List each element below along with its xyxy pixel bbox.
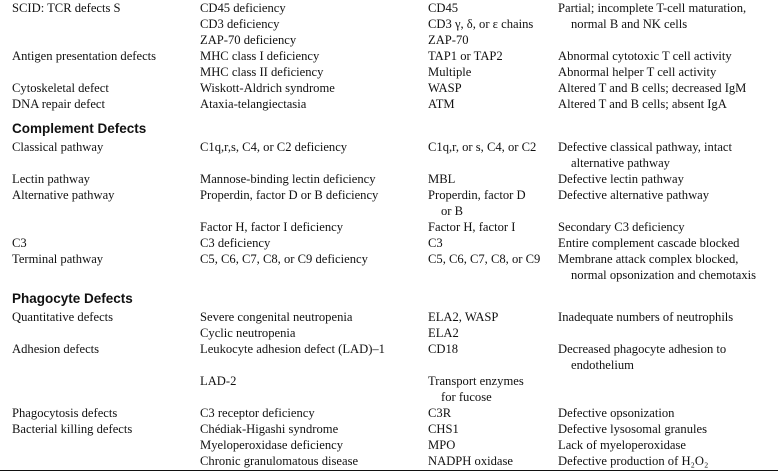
gene-defect-cell: CHS1 [428, 422, 459, 436]
category-cell: Classical pathway [12, 140, 104, 154]
consequence-cell: endothelium [571, 358, 634, 372]
disorder-cell: MHC class I deficiency [200, 49, 320, 63]
category-cell: Antigen presentation defects [12, 49, 157, 63]
consequence-cell: alternative pathway [571, 156, 670, 170]
gene-defect-cell: C5, C6, C7, C8, or C9 [428, 252, 541, 266]
gene-defect-cell: TAP1 or TAP2 [428, 49, 503, 63]
gene-defect-cell: ELA2, WASP [428, 310, 499, 324]
section-heading: Phagocyte Defects [12, 291, 133, 306]
disorder-cell: ZAP-70 deficiency [200, 33, 297, 47]
consequence-cell: Membrane attack complex blocked, [558, 252, 739, 266]
consequence-cell: Lack of myeloperoxidase [558, 438, 686, 452]
gene-defect-cell: ZAP-70 [428, 33, 469, 47]
consequence-cell: Altered T and B cells; decreased IgM [558, 81, 747, 95]
category-cell: C3 [12, 236, 27, 250]
gene-defect-cell: C1q,r, or s, C4, or C2 [428, 140, 537, 154]
gene-defect-cell: or B [441, 204, 464, 218]
consequence-cell: Abnormal cytotoxic T cell activity [558, 49, 732, 63]
consequence-cell: Abnormal helper T cell activity [558, 65, 717, 79]
disorder-cell: C3 deficiency [200, 236, 271, 250]
consequence-cell: Defective production of H₂O₂ [558, 454, 709, 468]
consequence-cell: Decreased phagocyte adhesion to [558, 342, 727, 356]
consequence-cell: normal B and NK cells [571, 17, 688, 31]
disorder-cell: C3 receptor deficiency [200, 406, 315, 420]
gene-defect-cell: WASP [428, 81, 462, 95]
category-cell: Alternative pathway [12, 188, 115, 202]
category-cell: Adhesion defects [12, 342, 100, 356]
disorder-cell: Severe congenital neutropenia [200, 310, 353, 324]
bottom-rule [0, 470, 778, 471]
category-cell: Cytoskeletal defect [12, 81, 109, 95]
gene-defect-cell: ATM [428, 97, 455, 111]
disorder-cell: Chronic granulomatous disease [200, 454, 359, 468]
category-cell: SCID: TCR defects S [12, 1, 121, 15]
disorder-cell: Myeloperoxidase deficiency [200, 438, 344, 452]
disorder-cell: C1q,r,s, C4, or C2 deficiency [200, 140, 348, 154]
section-heading: Complement Defects [12, 121, 147, 136]
disorder-cell: LAD-2 [200, 374, 237, 388]
gene-defect-cell: for fucose [441, 390, 492, 404]
disorder-cell: Chédiak-Higashi syndrome [200, 422, 339, 436]
disorder-cell: Leukocyte adhesion defect (LAD)–1 [200, 342, 385, 356]
category-cell: DNA repair defect [12, 97, 106, 111]
gene-defect-cell: NADPH oxidase [428, 454, 514, 468]
consequence-cell: Defective alternative pathway [558, 188, 710, 202]
disorder-cell: Properdin, factor D or B deficiency [200, 188, 379, 202]
disorder-cell: Factor H, factor I deficiency [200, 220, 344, 234]
category-cell: Lectin pathway [12, 172, 90, 186]
disorder-cell: MHC class II deficiency [200, 65, 324, 79]
gene-defect-cell: Transport enzymes [428, 374, 524, 388]
consequence-cell: Defective classical pathway, intact [558, 140, 733, 154]
gene-defect-cell: CD3 γ, δ, or ε chains [428, 17, 534, 31]
disorder-cell: Mannose-binding lectin deficiency [200, 172, 376, 186]
gene-defect-cell: C3 [428, 236, 443, 250]
consequence-cell: Defective opsonization [558, 406, 675, 420]
disorder-cell: Wiskott-Aldrich syndrome [200, 81, 335, 95]
category-cell: Quantitative defects [12, 310, 114, 324]
disorder-cell: CD45 deficiency [200, 1, 286, 15]
consequence-cell: Defective lectin pathway [558, 172, 684, 186]
consequence-cell: Altered T and B cells; absent IgA [558, 97, 727, 111]
gene-defect-cell: CD45 [428, 1, 459, 15]
disorder-cell: C5, C6, C7, C8, or C9 deficiency [200, 252, 368, 266]
gene-defect-cell: Multiple [428, 65, 472, 79]
gene-defect-cell: CD18 [428, 342, 459, 356]
consequence-cell: Entire complement cascade blocked [558, 236, 740, 250]
consequence-cell: Partial; incomplete T-cell maturation, [558, 1, 747, 15]
gene-defect-cell: ELA2 [428, 326, 459, 340]
gene-defect-cell: Properdin, factor D [428, 188, 526, 202]
consequence-cell: Defective lysosomal granules [558, 422, 707, 436]
gene-defect-cell: MPO [428, 438, 456, 452]
gene-defect-cell: MBL [428, 172, 456, 186]
consequence-cell: Secondary C3 deficiency [558, 220, 685, 234]
category-cell: Bacterial killing defects [12, 422, 133, 436]
disorder-cell: Ataxia-telangiectasia [200, 97, 307, 111]
disorder-cell: Cyclic neutropenia [200, 326, 296, 340]
gene-defect-cell: Factor H, factor I [428, 220, 516, 234]
category-cell: Phagocytosis defects [12, 406, 118, 420]
consequence-cell: Inadequate numbers of neutrophils [558, 310, 734, 324]
gene-defect-cell: C3R [428, 406, 452, 420]
category-cell: Terminal pathway [12, 252, 104, 266]
disorder-cell: CD3 deficiency [200, 17, 280, 31]
consequence-cell: normal opsonization and chemotaxis [571, 268, 757, 282]
